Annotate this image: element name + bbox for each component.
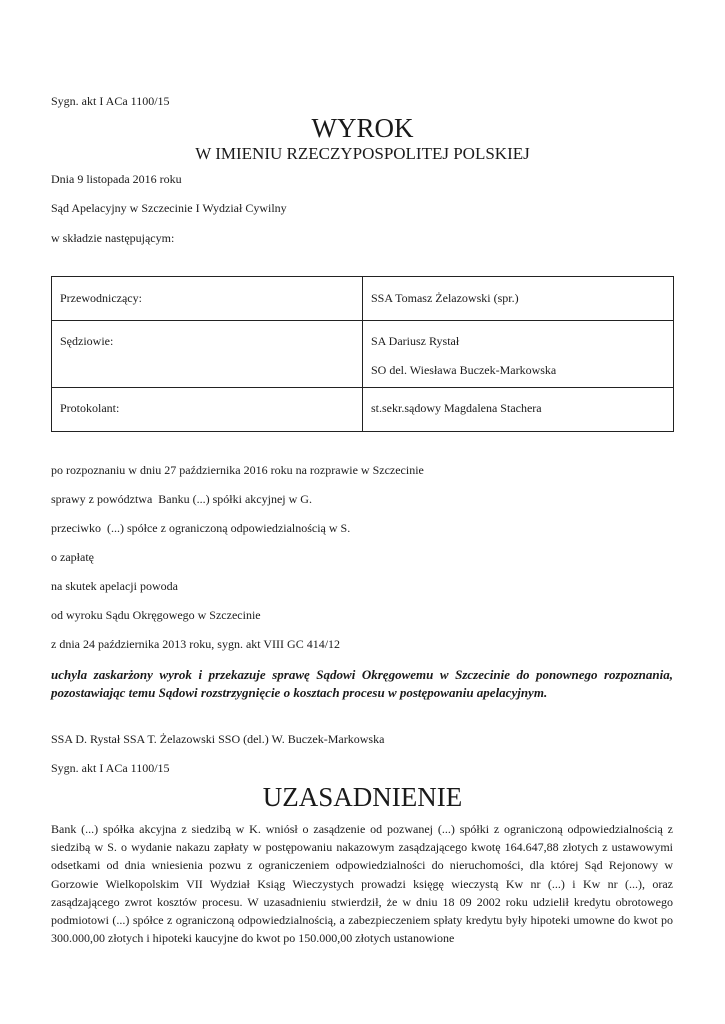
composition-intro: w składzie następującym: xyxy=(51,231,175,245)
document-subtitle: W IMIENIU RZECZYPOSPOLITEJ POLSKIEJ xyxy=(195,144,530,163)
panel-name: SSA Tomasz Żelazowski (spr.) xyxy=(363,277,674,321)
proceedings-line: po rozpoznaniu w dniu 27 października 2016 roku na rozprawie w Szczecinie xyxy=(51,463,424,477)
panel-row-judges xyxy=(52,321,674,388)
proceedings-line: na skutek apelacji powoda xyxy=(51,579,178,593)
justification-text: Bank (...) spółka akcyjna z siedzibą w K. wniósł o zasądzenie od pozwanej (...) spółki z ograniczoną odpowiedzialnością z siedzibą w S. o wydanie nakazu zapłaty w postępowaniu nakazowym zasądzającego kwotę 164.647,88 złotych z ustawowymi odsetkami od dnia wniesienia pozwu z ograniczeniem odpowiedzialności do nieruchomości, dla której Sąd Rejonowy w Gorzowie Wielkopolskim VII Wydział Ksiąg Wieczystych prowadzi księgę wieczystą Kw nr (...) i Kw nr (...), oraz zasądzającego zwrot kosztów procesu. W uzasadnieniu stwierdził, że w dniu 18 09 2002 roku udzielił kredytu obrotowego podmiotowi (...) spółce z ograniczoną odpowiedzialnością, a zabezpieczeniem spłaty kredytu były hipoteki umowne do kwot po 300.000,00 złotych i hipoteki kaucyjne do kwot po 150.000,00 złotych ustanowione xyxy=(51,822,673,946)
panel-row-clerk xyxy=(52,388,674,432)
panel-role: Protokolant: xyxy=(52,388,363,432)
panel-names-cell xyxy=(363,321,674,388)
proceedings-line: z dnia 24 października 2013 roku, sygn. akt VIII GC 414/12 xyxy=(51,637,341,651)
signatures: SSA D. Rystał SSA T. Żelazowski SSO (del.) W. Buczek-Markowska xyxy=(51,732,385,746)
panel-name: SO del. Wiesława Buczek-Markowska xyxy=(371,363,557,377)
case-number-top: Sygn. akt I ACa 1100/15 xyxy=(51,94,170,108)
proceedings-line: od wyroku Sądu Okręgowego w Szczecinie xyxy=(51,608,261,622)
document-title: WYROK xyxy=(311,113,414,143)
proceedings-line: o zapłatę xyxy=(51,550,94,564)
court-name: Sąd Apelacyjny w Szczecinie I Wydział Cywilny xyxy=(51,201,287,215)
case-number-bottom: Sygn. akt I ACa 1100/15 xyxy=(51,761,170,775)
proceedings-line: przeciwko (...) spółce z ograniczoną odpowiedzialnością w S. xyxy=(51,521,351,535)
panel-role: Sędziowie: xyxy=(52,321,363,388)
panel-name: SA Dariusz Rystał xyxy=(371,334,460,348)
panel-table xyxy=(51,276,674,432)
panel-role: Przewodniczący: xyxy=(52,277,363,321)
panel-name: st.sekr.sądowy Magdalena Stachera xyxy=(363,388,674,432)
judgment-date: Dnia 9 listopada 2016 roku xyxy=(51,172,182,186)
ruling-text: uchyla zaskarżony wyrok i przekazuje sprawę Sądowi Okręgowemu w Szczecinie do ponownego rozpoznania, pozostawiając temu Sądowi rozstrzygnięcie o kosztach procesu w postępowaniu apelacyjnym. xyxy=(51,667,673,700)
proceedings-line: sprawy z powództwa Banku (...) spółki akcyjnej w G. xyxy=(51,492,312,506)
panel-row-chair xyxy=(52,277,674,321)
justification-heading: UZASADNIENIE xyxy=(262,782,463,812)
